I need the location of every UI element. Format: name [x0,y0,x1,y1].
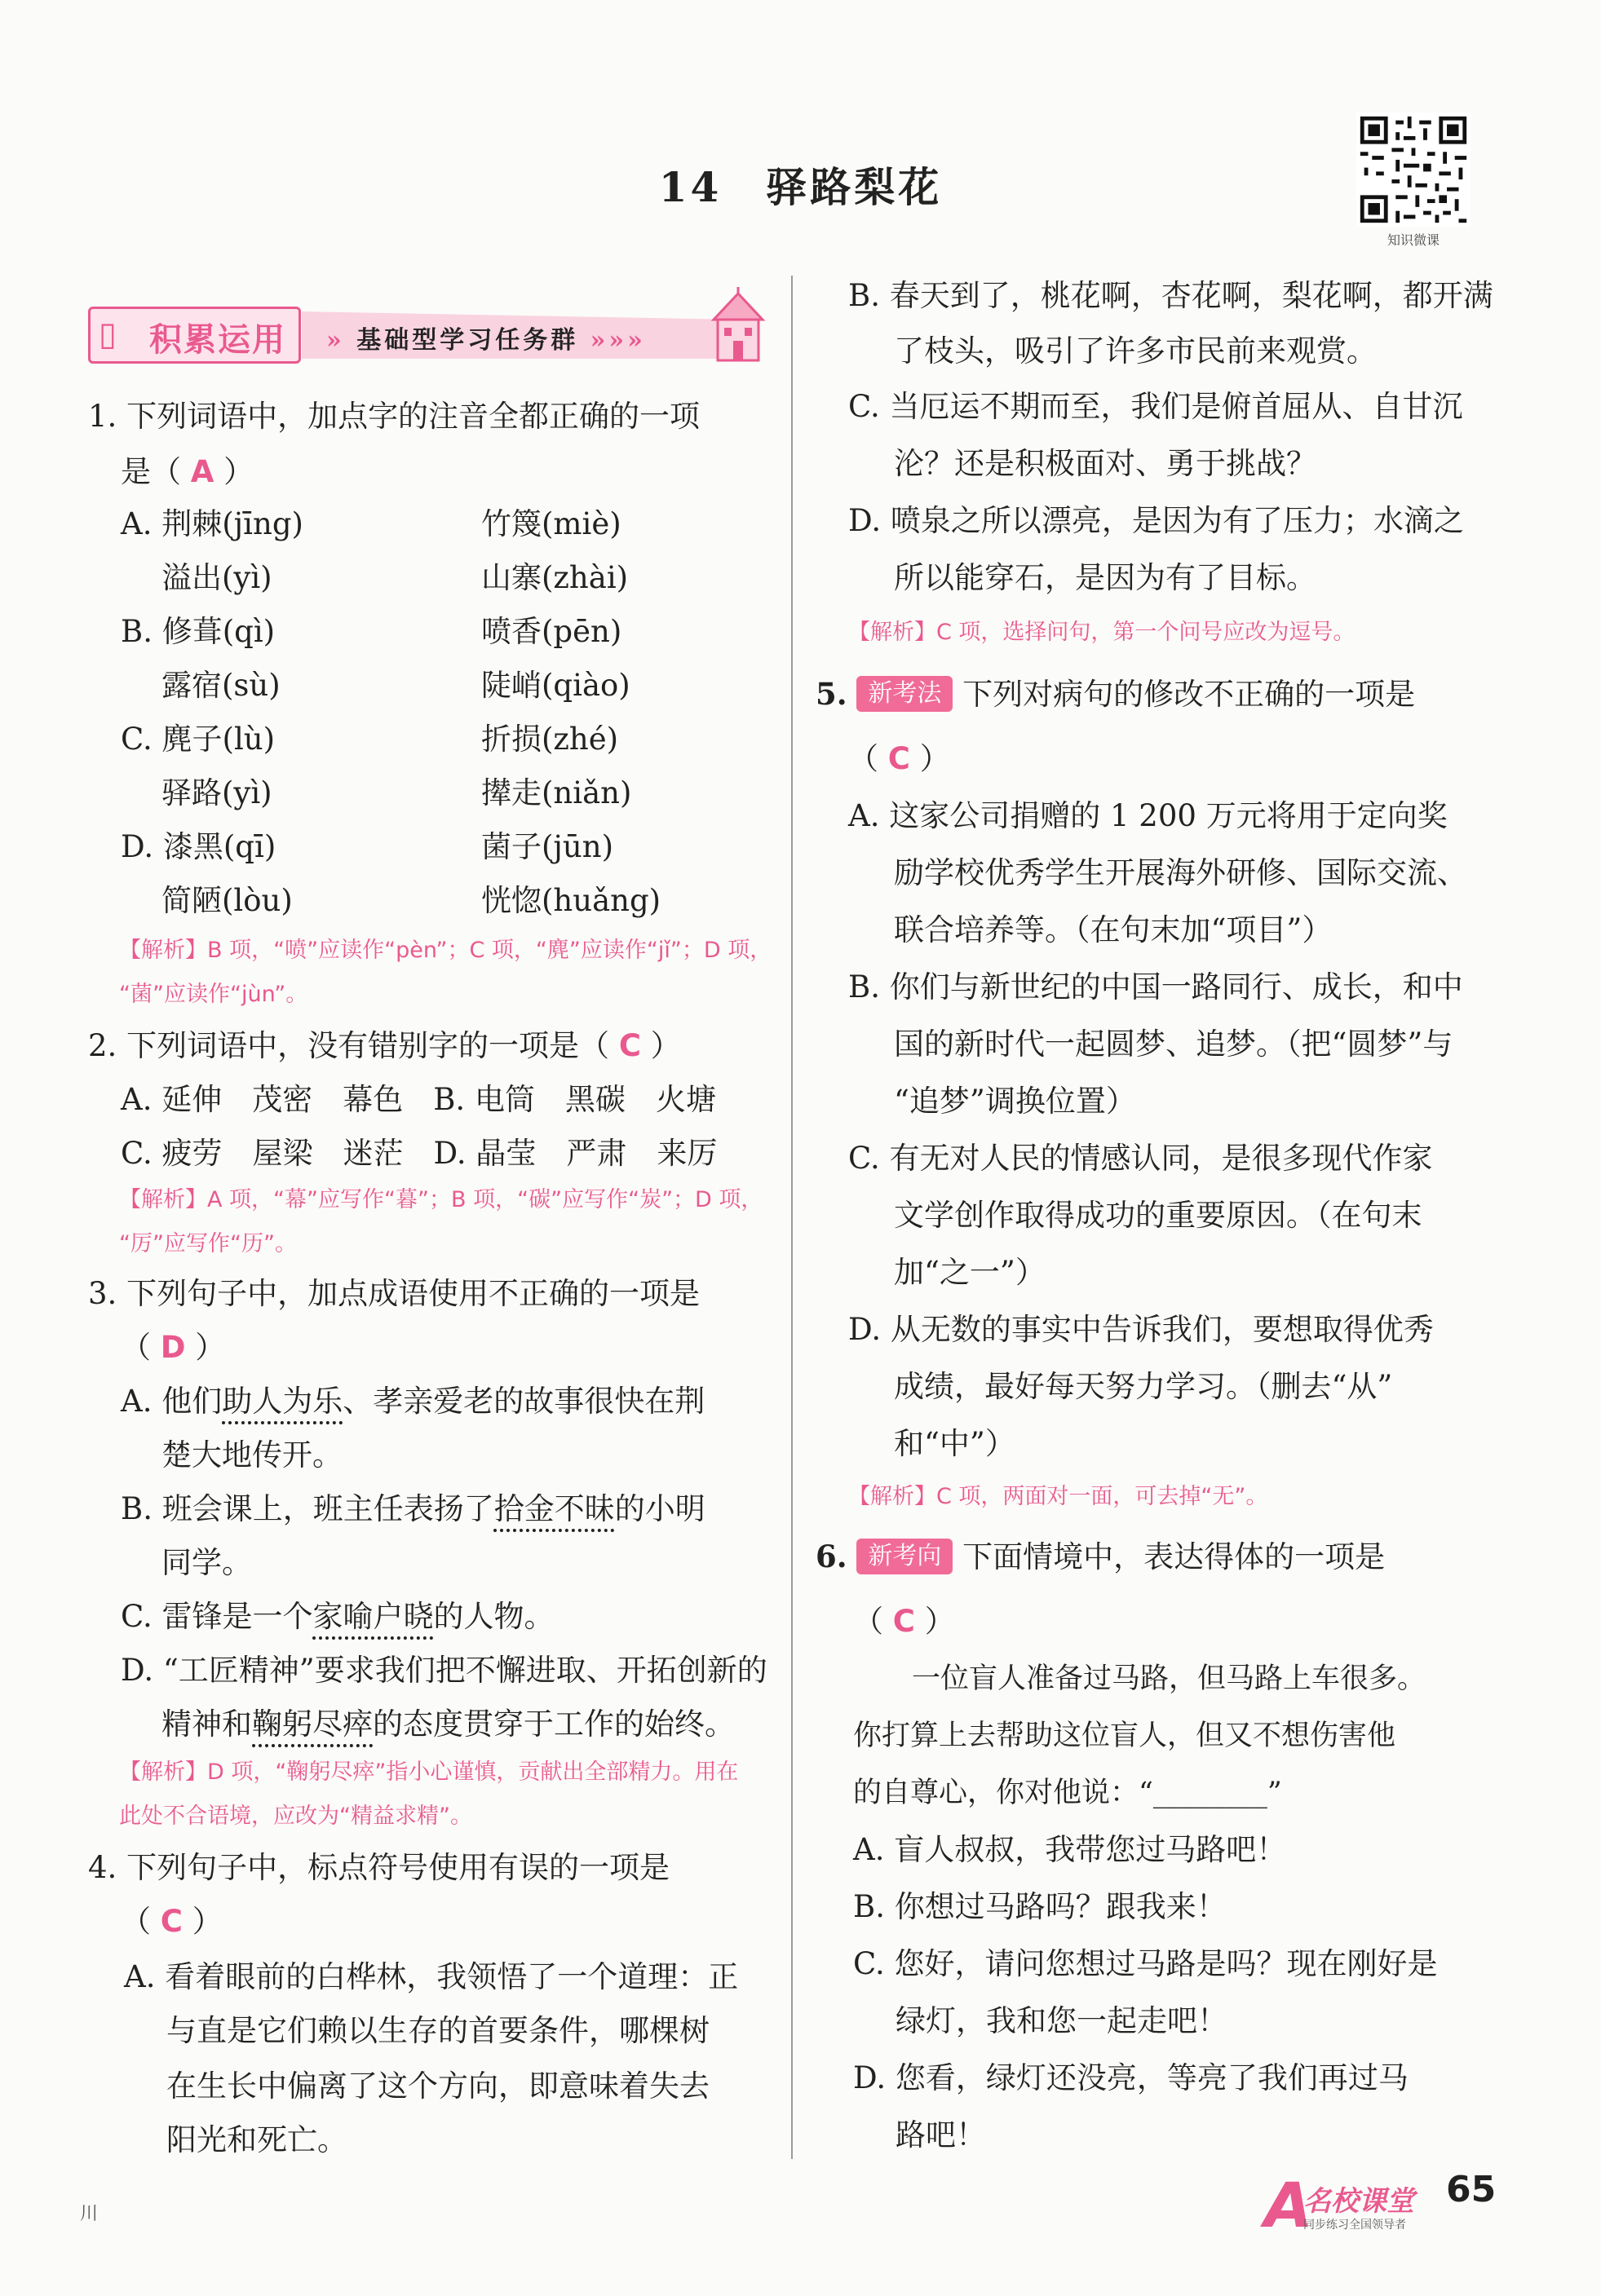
q6-option-d-line2: 路吧！ [896,2117,986,2152]
q3-b-suffix: 的小明 [614,1491,705,1526]
q4-stem-line1: 4. 下列句子中，标点符号使用有误的一项是 [88,1850,670,1885]
q5-option-a-line3: 联合培养等。（在句末加“项目”） [894,912,1333,947]
q3-a-idiom: 助人为乐 [222,1384,343,1419]
q2-stem [88,1026,681,1066]
q2-analysis-line1: 【解析】A 项，“幕”应写作“暮”；B 项，“碳”应写作“炭”；D 项， [119,1187,763,1212]
q6-stem-line1 [816,1536,1385,1578]
q3-option-a-line1[interactable] [121,1381,705,1422]
logo-name: 名校课堂 [1303,2185,1414,2218]
banner-title: 积累运用 [149,321,286,359]
q4-option-a-line3: 在生长中偏离了这个方向，即意味着失去 [166,2069,710,2104]
q1-analysis-line2: “菌”应读作“jùn”。 [119,982,308,1007]
q6-scenario-line2: 你打算上去帮助这位盲人，但又不想伤害他 [853,1720,1396,1752]
q1-option-d-right2: 恍惚(huǎng) [481,883,661,918]
q3-a-prefix: A. 他们 [121,1384,223,1419]
q2-options-row1[interactable]: A. 延伸 茂密 幕色 B. 电筒 黑碳 火塘 [121,1082,716,1117]
q1-option-c-right1: 折损(zhé) [481,722,619,757]
q5-option-b-line2: 国的新时代一起圆梦、追梦。（把“圆梦”与 [894,1027,1453,1062]
q5-option-d-line2: 成绩，最好每天努力学习。（删去“从” [894,1369,1393,1404]
footer-region-mark: 川 [80,2204,99,2224]
q5-paren-open: （ [848,741,878,776]
q4-option-d-line2: 所以能穿石，是因为有了目标。 [894,560,1316,595]
q4-option-d-line1[interactable]: D. 喷泉之所以漂亮，是因为有了压力；水滴之 [848,503,1464,538]
q1-option-c-right2: 撵走(niǎn) [481,775,632,810]
q6-option-c-line1[interactable]: C. 您好，请问您想过马路是吗？现在刚好是 [853,1946,1438,1981]
q5-paren-close: ） [919,741,950,776]
q1-option-a-left1[interactable]: A. 荆棘(jīng) [121,506,303,541]
q5-tag-badge: 新考法 [856,676,953,712]
q6-answer[interactable]: C [892,1604,915,1639]
q6-stem-text: 下面情境中，表达得体的一项是 [962,1539,1386,1574]
q5-stem-line2 [848,739,950,779]
q6-option-b[interactable]: B. 你想过马路吗？跟我来！ [853,1889,1227,1924]
q5-analysis: 【解析】C 项，两面对一面，可去掉“无”。 [848,1484,1268,1509]
q1-option-c-left2: 驿路(yì) [161,775,272,810]
qr-code-icon[interactable] [1356,113,1471,227]
q3-d-idiom: 鞠躬尽瘁 [252,1707,373,1742]
q5-option-b-line3: “追梦”调换位置） [894,1084,1136,1119]
banner-subtitle-text: 基础型学习任务群 [356,326,579,355]
q6-tag-badge: 新考向 [856,1539,953,1574]
q3-b-prefix: B. 班会课上，班主任表扬了 [121,1491,494,1526]
q3-c-prefix: C. 雷锋是一个 [121,1599,313,1634]
q1-stem-line1: 1. 下列词语中，加点字的注音全都正确的一项 [88,399,701,434]
q1-option-a-right1: 竹篾(miè) [481,506,621,541]
q1-option-b-right1: 喷香(pēn) [481,614,622,649]
q3-option-c-line1[interactable] [121,1596,555,1637]
q4-option-c-line2: 沦？还是积极面对、勇于挑战？ [894,446,1316,481]
q3-c-suffix: 的人物。 [433,1599,555,1634]
q1-analysis-line1: 【解析】B 项，“喷”应读作“pèn”；C 项，“麂”应读作“jǐ”；D 项， [119,938,772,963]
q1-option-d-left2: 简陋(lòu) [161,883,293,918]
q3-paren-open: （ [121,1330,151,1365]
q6-option-d-line1[interactable]: D. 您看，绿灯还没亮，等亮了我们再过马 [853,2060,1409,2095]
q1-option-b-left1[interactable]: B. 修葺(qì) [121,614,276,649]
q1-option-d-left1[interactable]: D. 漆黑(qī) [121,829,276,864]
q1-stem-line2 [121,452,254,492]
q5-option-c-line1[interactable]: C. 有无对人民的情感认同，是很多现代作家 [848,1141,1433,1176]
q6-option-a[interactable]: A. 盲人叔叔，我带您过马路吧！ [853,1832,1287,1867]
section-banner [82,287,767,375]
q6-paren-open: （ [853,1604,883,1639]
q6-option-c-line2: 绿灯，我和您一起走吧！ [896,2003,1227,2038]
q3-d-prefix: 精神和 [161,1707,252,1742]
publisher-logo [1264,2169,1431,2241]
qr-caption: 知识微课 [1387,232,1440,248]
q3-answer[interactable]: D [160,1330,186,1365]
q1-option-b-left2: 露宿(sù) [161,668,281,703]
q3-option-b-line1[interactable] [121,1489,705,1530]
q1-option-c-left1[interactable]: C. 麂子(lù) [121,722,276,757]
q6-stem-line2 [853,1601,955,1642]
logo-letter: A [1264,2169,1312,2241]
q1-answer[interactable]: A [190,454,214,489]
q5-option-c-line3: 加“之一”） [894,1255,1046,1290]
q3-analysis-line1: 【解析】D 项，“鞠躬尽瘁”指小心谨慎，贡献出全部精力。用在 [119,1760,739,1785]
q3-stem-line1: 3. 下列句子中，加点成语使用不正确的一项是 [88,1276,701,1311]
book-icon: ▯ [99,316,117,353]
banner-box [88,307,301,364]
q2-options-row2[interactable]: C. 疲劳 屋梁 迷茫 D. 晶莹 严肃 来厉 [121,1136,718,1171]
page-title: 14 驿路梨花 [658,163,943,211]
q4-answer[interactable]: C [160,1904,183,1939]
q2-analysis-line2: “厉”应写作“历”。 [119,1231,297,1256]
q5-option-a-line1[interactable]: A. 这家公司捐赠的 1 200 万元将用于定向奖 [848,798,1448,833]
page-number: 65 [1446,2169,1497,2210]
q4-option-b-line1[interactable]: B. 春天到了，桃花啊，杏花啊，梨花啊，都开满 [848,278,1493,313]
q5-option-c-line2: 文学创作取得成功的重要原因。（在句末 [894,1198,1422,1233]
q2-stem-text: 2. 下列词语中，没有错别字的一项是（ [88,1028,610,1063]
q3-a-suffix: 、孝亲爱老的故事很快在荆 [343,1384,705,1419]
q3-c-idiom: 家喻户晓 [312,1599,434,1634]
q5-option-a-line2: 励学校优秀学生开展海外研修、国际交流、 [894,855,1467,890]
q1-option-a-left2: 溢出(yì) [161,560,272,595]
school-icon [710,287,767,369]
q2-paren-close: ） [650,1028,681,1063]
q4-paren-open: （ [121,1904,151,1939]
q6-paren-close: ） [924,1604,955,1639]
q1-option-d-right1: 菌子(jūn) [481,829,614,864]
q3-option-a-line2: 楚大地传开。 [161,1437,343,1473]
q4-option-c-line1[interactable]: C. 当厄运不期而至，我们是俯首屈从、自甘沉 [848,389,1463,424]
q5-option-b-line1[interactable]: B. 你们与新世纪的中国一路同行、成长，和中 [848,969,1463,1004]
q3-option-b-line2: 同学。 [161,1545,252,1580]
q5-stem-line1 [816,673,1415,715]
q4-option-a-line4: 阳光和死亡。 [166,2122,347,2157]
q1-option-b-right2: 陡峭(qiào) [481,668,630,703]
q5-option-d-line1[interactable]: D. 从无数的事实中告诉我们，要想取得优秀 [848,1312,1434,1347]
q3-option-d-line2 [161,1704,735,1745]
q3-paren-close: ） [195,1330,226,1365]
q4-stem-line2 [121,1901,223,1942]
q1-paren-close: ） [223,454,254,489]
q2-answer[interactable]: C [618,1028,641,1063]
q5-answer[interactable]: C [887,741,910,776]
q4-option-a-line1[interactable]: A. 看着眼前的白桦林，我领悟了一个道理：正 [124,1959,739,1994]
q5-option-d-line3: 和“中”） [894,1426,1015,1461]
q4-paren-close: ） [192,1904,223,1939]
q5-number: 5. [816,676,847,712]
q5-stem-text: 下列对病句的修改不正确的一项是 [962,677,1416,712]
q4-analysis: 【解析】C 项，选择问句，第一个问号应改为逗号。 [848,620,1356,645]
logo-slogan: 同步练习全国领导者 [1303,2219,1406,2232]
q1-paren-open: 是（ [121,454,181,489]
q3-b-idiom: 拾金不昧 [493,1491,615,1526]
q4-option-b-line2: 了枝头，吸引了许多市民前来观赏。 [894,333,1377,369]
q6-number: 6. [816,1539,847,1574]
q4-option-a-line2: 与直是它们赖以生存的首要条件，哪棵树 [166,2013,710,2048]
q3-analysis-line2: 此处不合语境，应改为“精益求精”。 [119,1804,472,1829]
q3-stem-line2 [121,1327,225,1368]
q6-scenario-line3: 的自尊心，你对他说：“________” [853,1777,1282,1809]
banner-subtitle: » 基础型学习任务群 »»» [326,326,646,355]
q1-option-a-right2: 山寨(zhài) [481,560,629,595]
q3-d-suffix: 的态度贯穿于工作的始终。 [373,1707,735,1742]
column-divider [791,276,793,2159]
q6-scenario-line1: 一位盲人准备过马路，但马路上车很多。 [912,1662,1426,1695]
q3-option-d-line1[interactable]: D. “工匠精神”要求我们把不懈进取、开拓创新的 [121,1653,767,1688]
